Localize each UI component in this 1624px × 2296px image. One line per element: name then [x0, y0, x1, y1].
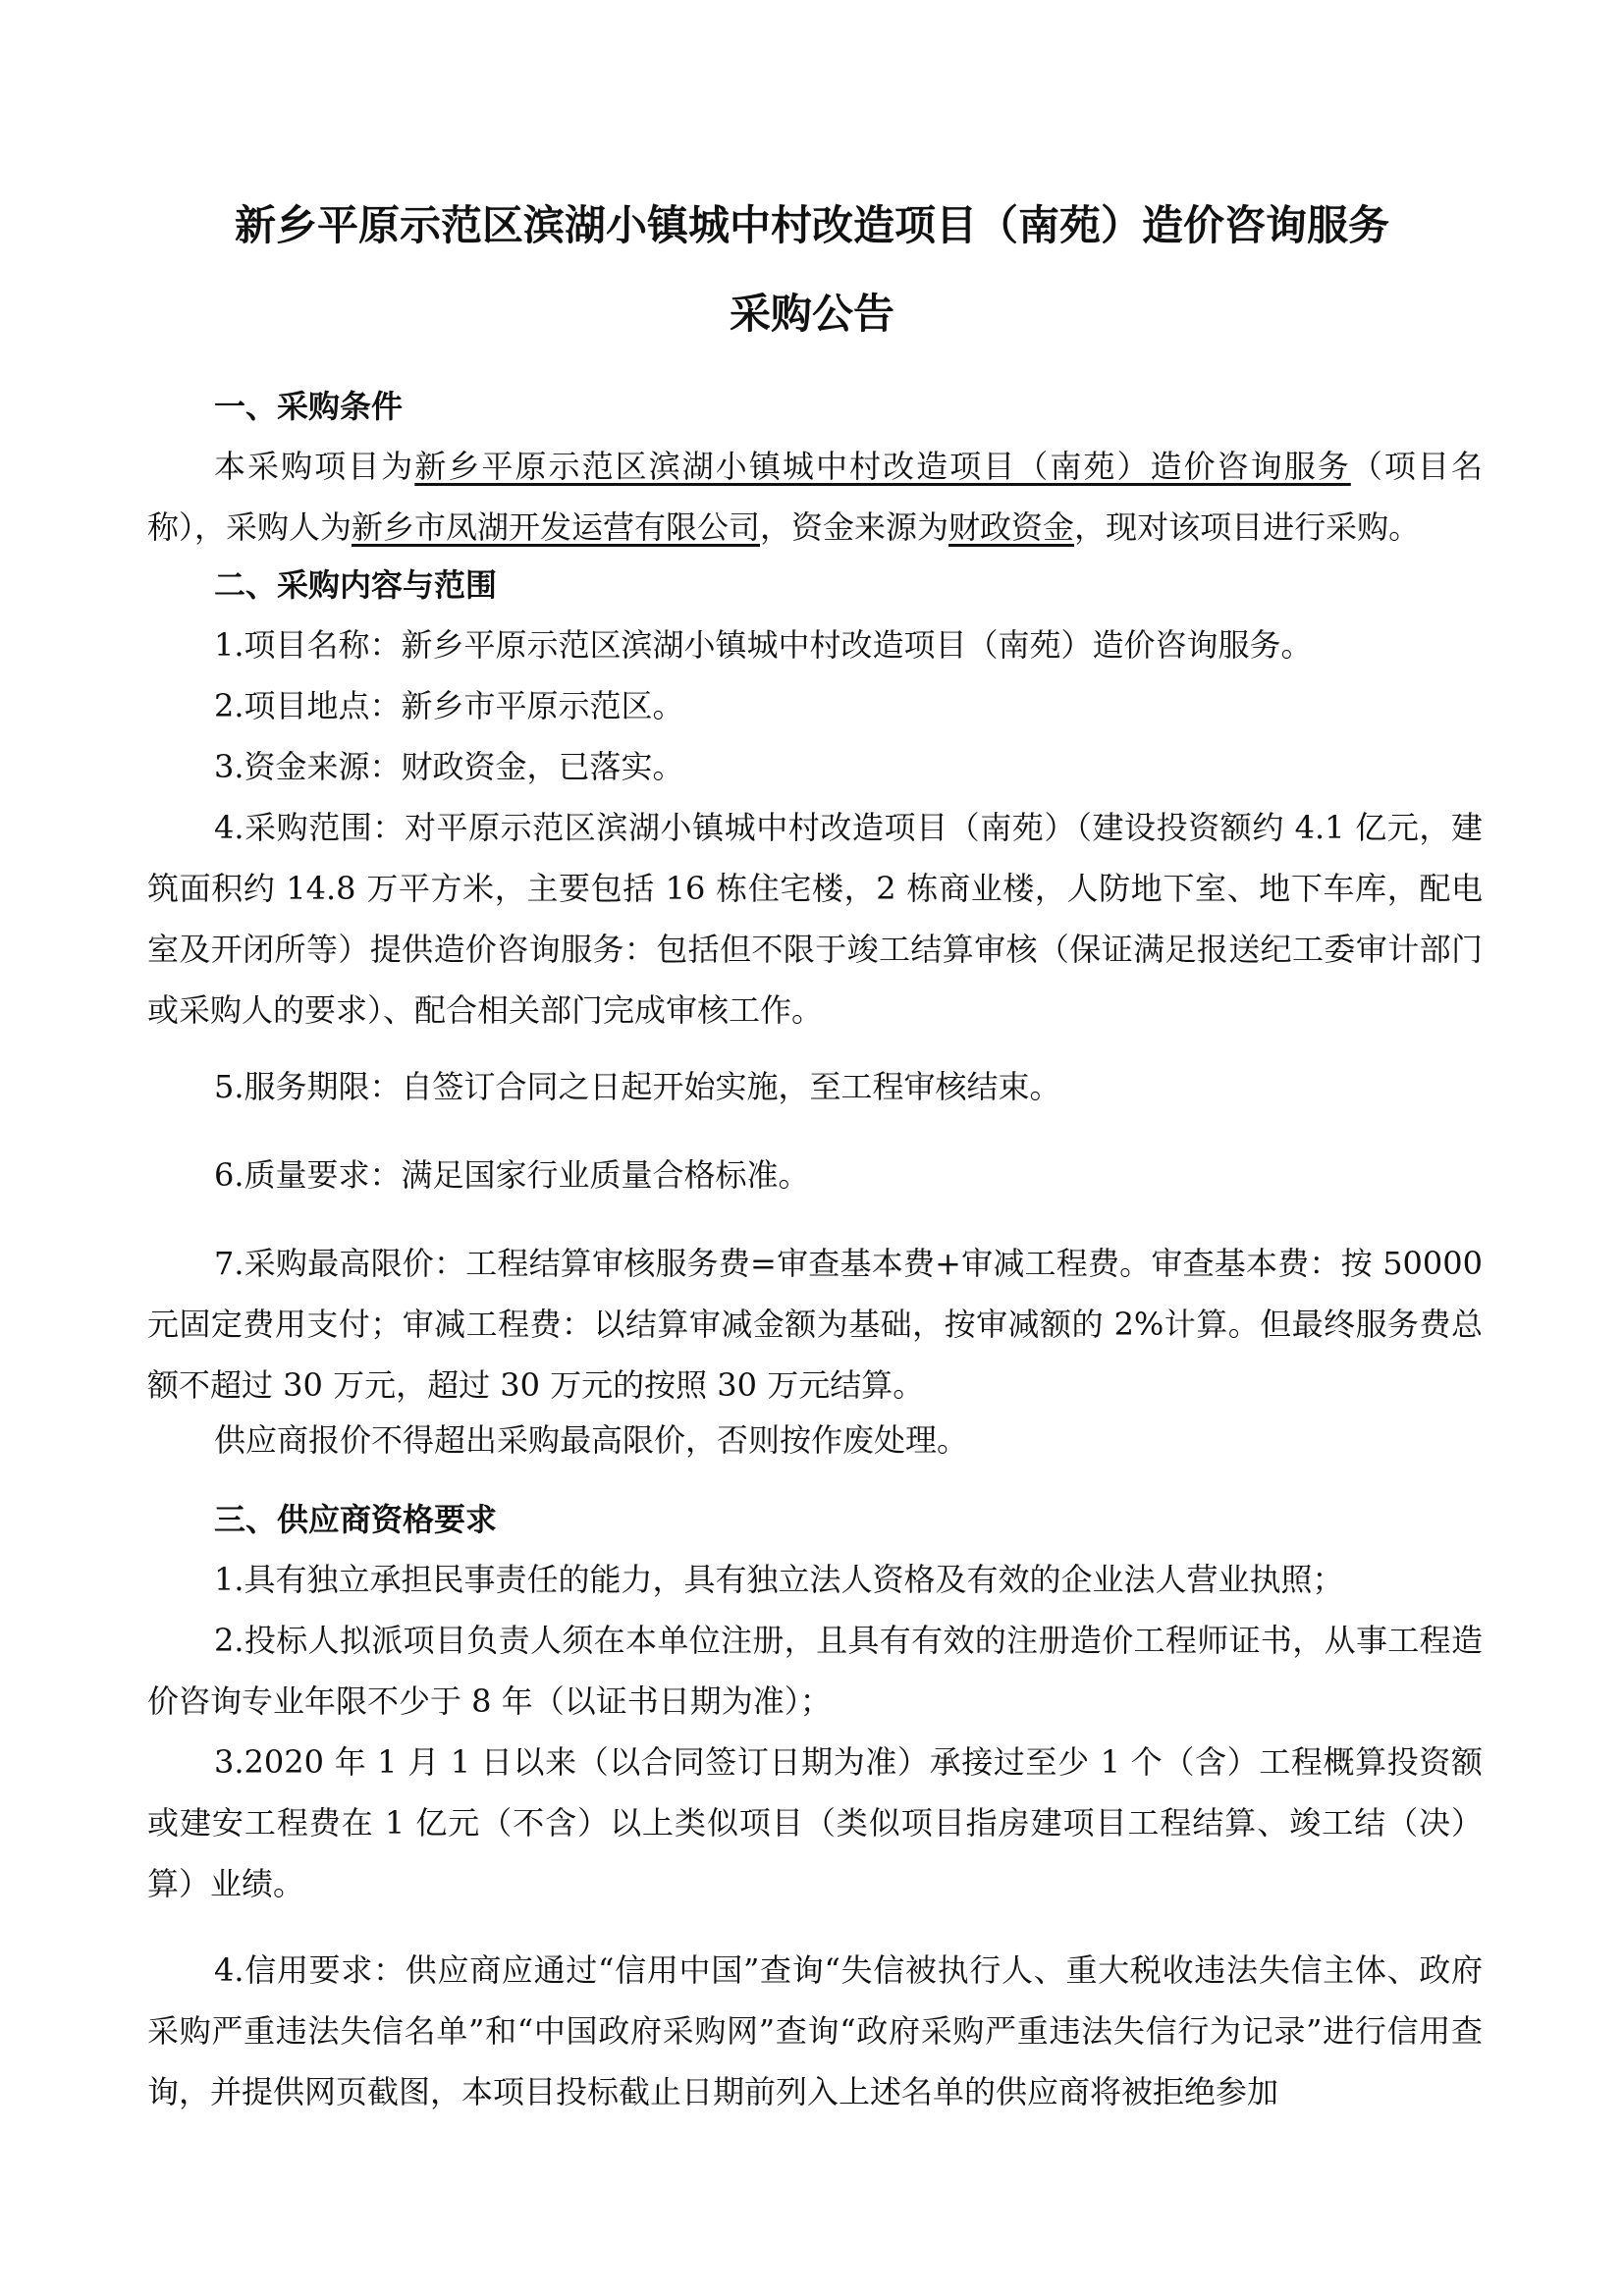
- text-run: ，资金来源为: [760, 508, 949, 546]
- purchaser-name-underlined: 新乡市凤湖开发运营有限公司: [352, 508, 761, 546]
- section2-item1: 1.项目名称：新乡平原示范区滨湖小镇城中村改造项目（南苑）造价咨询服务。: [214, 626, 1313, 664]
- section2-heading: 二、采购内容与范围: [214, 566, 498, 604]
- section3-heading: 三、供应商资格要求: [214, 1501, 498, 1538]
- text-run: ，现对该项目进行采购。: [1074, 508, 1421, 546]
- section3-item4: 4.信用要求：供应商应通过“信用中国”查询“失信被执行人、重大税收违法失信主体、政府采购严重违法失信名单”和“中国政府采购网”查询“政府采购严重违法失信行为记录”进行信用查询，并提供网页截图，本项目投标截止日期前列入上述名单的供应商将被拒绝参加: [147, 1951, 1483, 2110]
- text-run: 本采购项目为: [214, 448, 415, 485]
- section3-item3: 3.2020 年 1 月 1 日以来（以合同签订日期为准）承接过至少 1 个（含）工程概算投资额或建安工程费在 1 亿元（不含）以上类似项目（类似项目指房建项目工程结算、竣工结（决）算）业绩。: [147, 1743, 1483, 1902]
- text-run: （项目名称），采购人为: [147, 448, 1483, 546]
- project-name-underlined: 新乡平原示范区滨湖小镇城中村改造项目（南苑）造价咨询服务: [414, 448, 1351, 485]
- section2-item4: 4.采购范围：对平原示范区滨湖小镇城中村改造项目（南苑）（建设投资额约 4.1 亿元，建筑面积约 14.8 万平方米，主要包括 16 栋住宅楼，2 栋商业楼，人防地下室、地下车库，配电室及开闭所等）提供造价咨询服务：包括但不限于竣工结算审核（保证满足报送纪工委审计部门或采购人的要求）、配合相关部门完成审核工作。: [147, 809, 1483, 1029]
- section3-item1: 1.具有独立承担民事责任的能力，具有独立法人资格及有效的企业法人营业执照；: [214, 1561, 1344, 1598]
- section2-note: 供应商报价不得超出采购最高限价，否则按作废处理。: [214, 1421, 969, 1459]
- section2-item5: 5.服务期限：自签订合同之日起开始实施，至工程审核结束。: [214, 1068, 1061, 1105]
- section1-paragraph: [147, 436, 1483, 558]
- document-title-line2: 采购公告: [729, 290, 894, 338]
- document-title-line1: 新乡平原示范区滨湖小镇城中村改造项目（南苑）造价咨询服务: [234, 201, 1389, 249]
- fund-source-underlined: 财政资金: [948, 508, 1075, 546]
- section2-item6: 6.质量要求：满足国家行业质量合格标准。: [214, 1156, 810, 1194]
- section1-heading: 一、采购条件: [214, 388, 404, 425]
- section3-item2: 2.投标人拟派项目负责人须在本单位注册，且具有有效的注册造价工程师证书，从事工程造价咨询专业年限不少于 8 年（以证书日期为准）；: [147, 1622, 1483, 1720]
- section2-item7: 7.采购最高限价：工程结算审核服务费=审查基本费+审减工程费。审查基本费：按 50000元固定费用支付；审减工程费：以结算审减金额为基础，按审减额的 2%计算。但最终服务费总额不超过 30 万元，超过 30 万元的按照 30 万元结算。: [147, 1245, 1483, 1404]
- section2-item2: 2.项目地点：新乡市平原示范区。: [214, 687, 684, 724]
- section2-item3: 3.资金来源：财政资金，已落实。: [214, 748, 684, 785]
